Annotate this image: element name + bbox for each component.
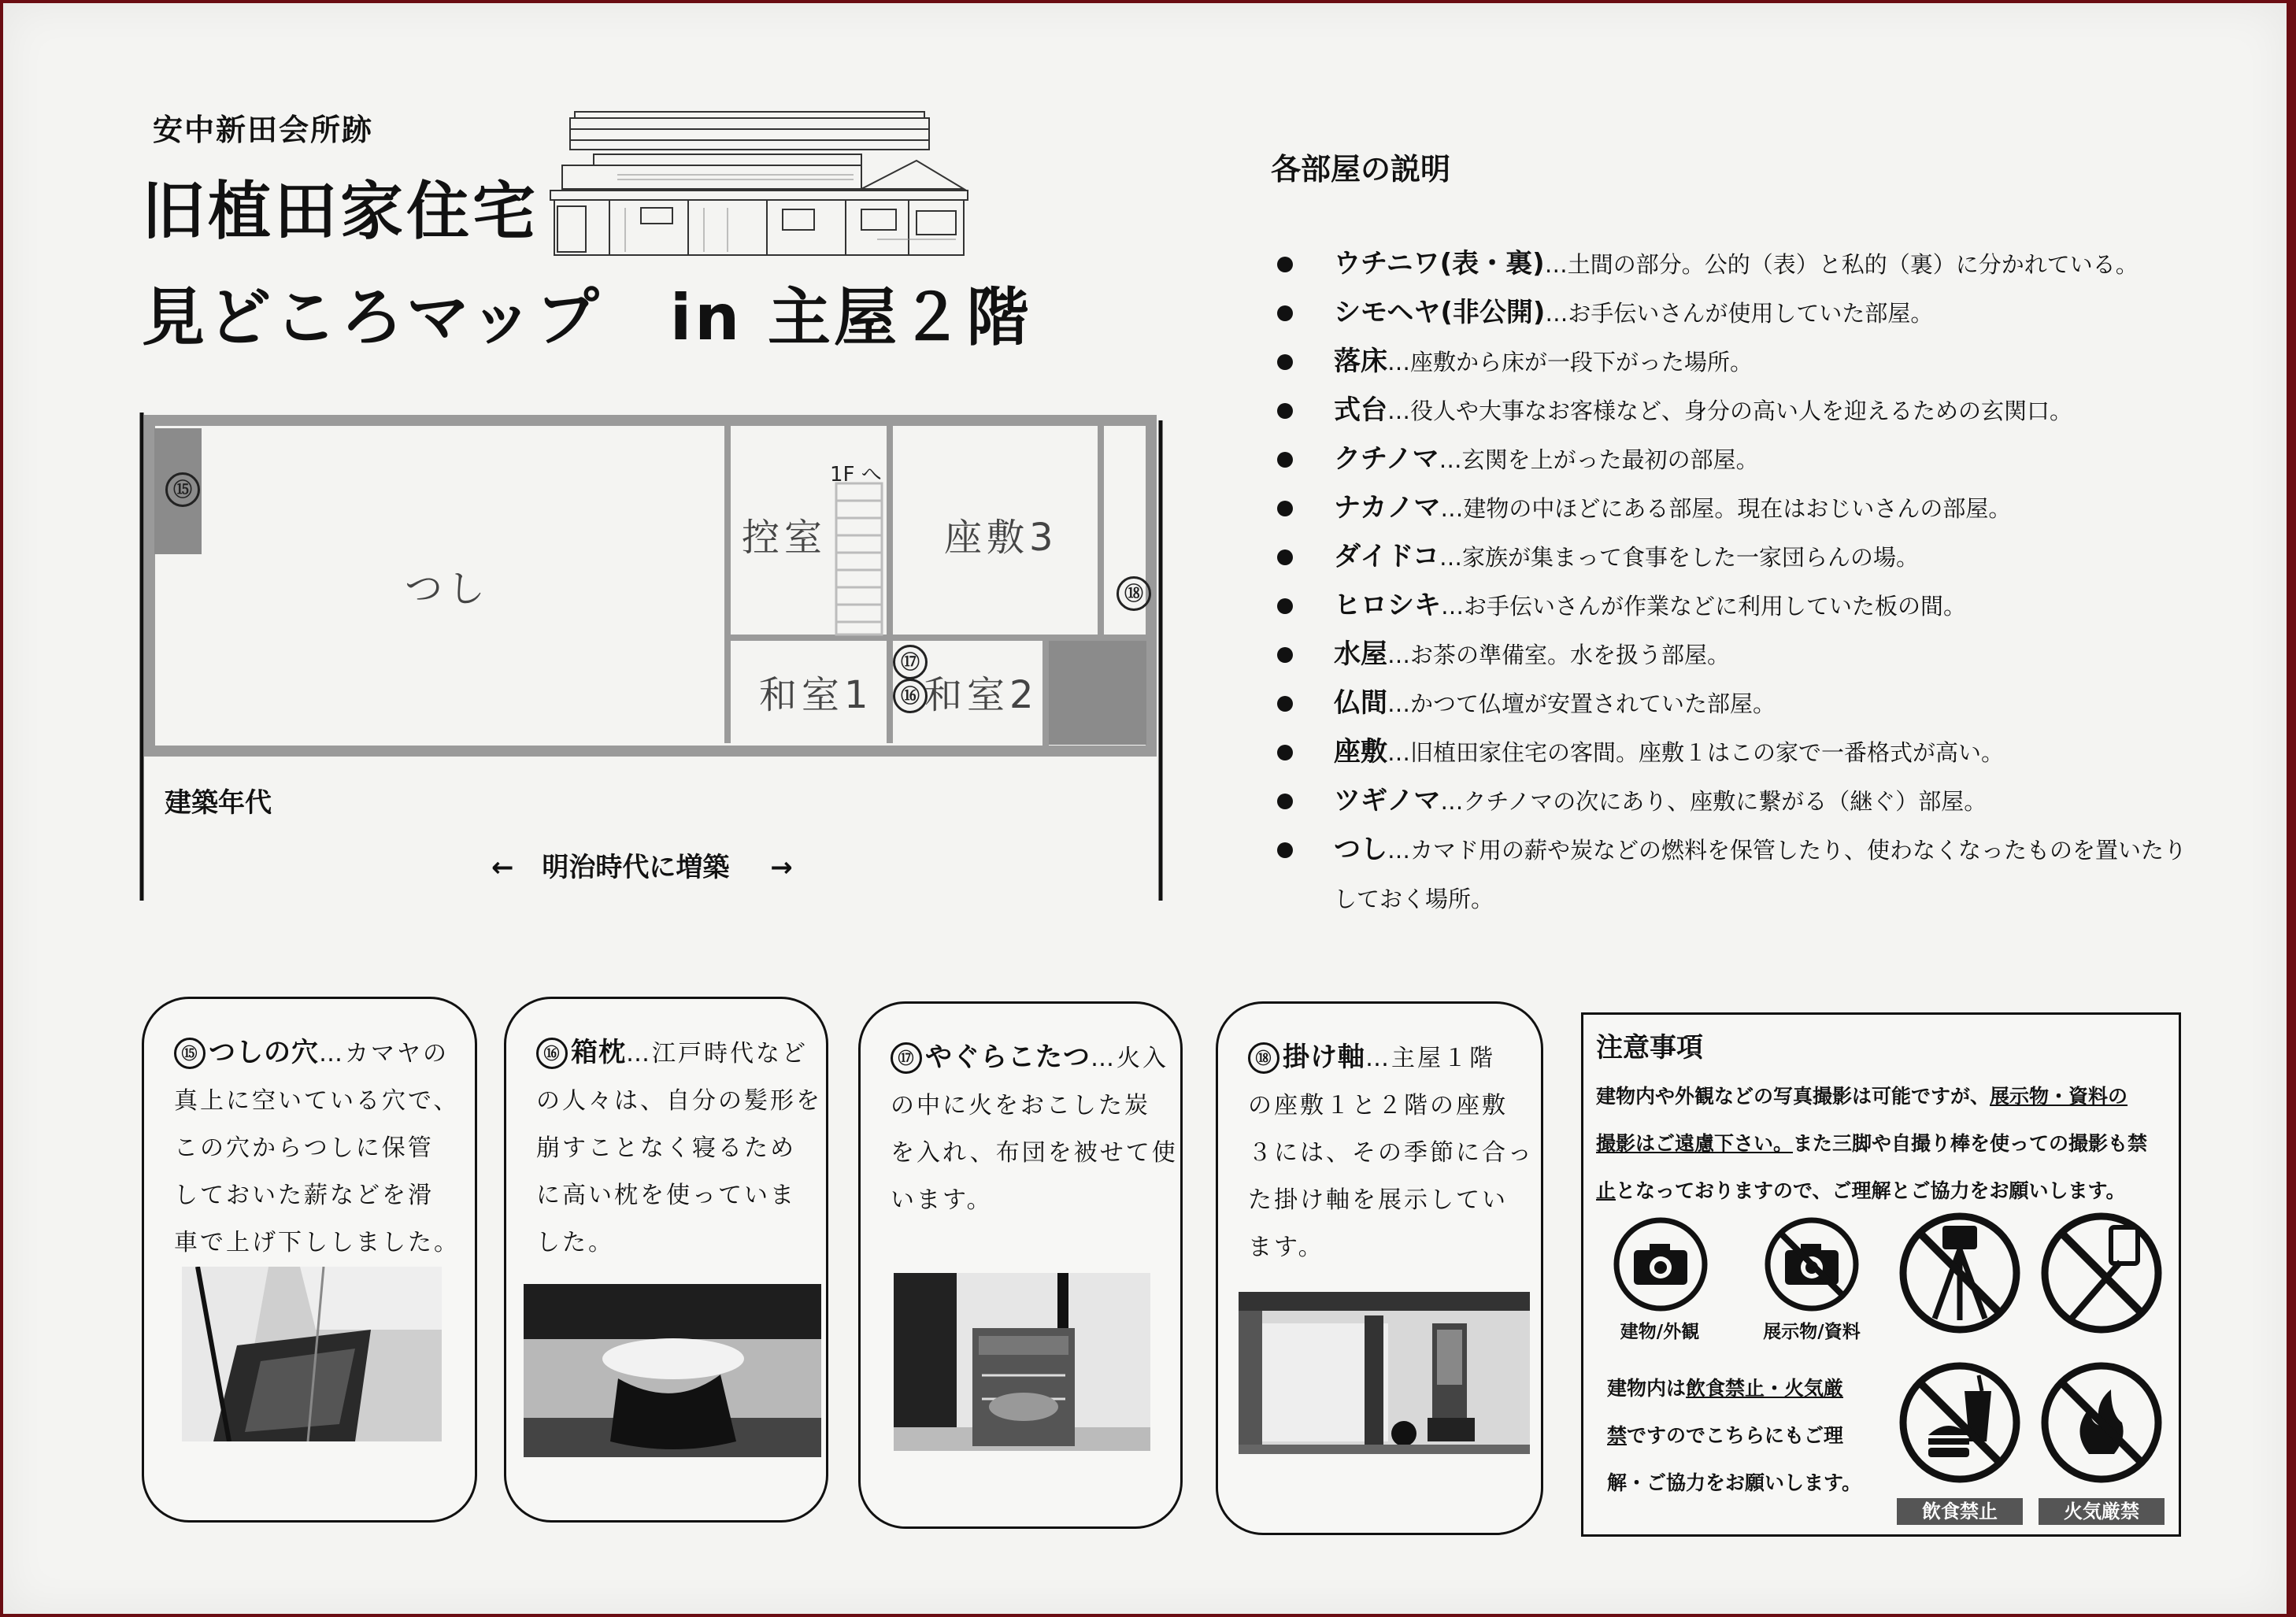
floor-plan (137, 413, 1168, 901)
card-title: ⑮ つしの穴 (174, 1037, 319, 1068)
card-tsushi-hole (142, 997, 477, 1523)
card-text: ⑮ つしの穴…カマヤの 真上に空いている穴で、 この穴からつしに保管 しておいた薪などを滑 車で上げ下ししました。 (174, 1037, 460, 1256)
list-item: ダイドコ…家族が集まって食事をした一家団らんの場。 (1271, 532, 2208, 581)
card-hakomakura (504, 997, 828, 1523)
extension-label: 明治時代に増築 (542, 852, 730, 883)
card-title: ⑱ 掛け軸 (1248, 1042, 1365, 1073)
room-descriptions-heading: 各部屋の説明 (1271, 152, 1451, 187)
marker-15: ⑮ (174, 1038, 206, 1069)
page-title-line2 (142, 267, 1032, 357)
bullet-icon (1277, 549, 1293, 565)
list-item: 水屋…お茶の準備室。水を扱う部屋。 (1271, 630, 2208, 679)
notice-box (1581, 1012, 2181, 1537)
bullet-icon (1277, 403, 1293, 419)
floor-title: in 主屋２階 (669, 281, 1033, 354)
floor-plan-drawing (137, 413, 1168, 901)
bullet-icon (1277, 842, 1293, 858)
bullet-icon (1277, 501, 1293, 516)
era-label: 建築年代 (165, 787, 272, 819)
card-yagura-kotatsu (858, 1001, 1183, 1529)
flyer-page (3, 3, 2287, 1614)
marker-15: ⑮ (165, 472, 200, 507)
house-illustration (546, 105, 972, 263)
bullet-icon (1277, 696, 1293, 712)
list-item: ヒロシキ…お手伝いさんが作業などに利用していた板の間。 (1271, 581, 2208, 630)
caption-building: 建物/外観 (1620, 1322, 1700, 1342)
bullet-icon (1277, 745, 1293, 760)
bullet-icon (1277, 257, 1293, 272)
bullet-icon (1277, 794, 1293, 809)
bullet-icon (1277, 647, 1293, 663)
bullet-icon (1277, 452, 1293, 468)
list-item: 仏間…かつて仏壇が安置されていた部屋。 (1271, 679, 2208, 727)
marker-16: ⑯ (536, 1038, 568, 1069)
hakomakura-photo (524, 1284, 821, 1457)
arrow-right-icon: → (770, 852, 793, 883)
list-item: ツギノマ…クチノマの次にあり、座敷に繋がる（継ぐ）部屋。 (1271, 776, 2208, 825)
extension-label-row (491, 846, 793, 884)
eat-fire-notice: 建物内は飲食禁止・火気厳 禁ですのでこちらにもご理 解・ご協力をお願いします。 (1607, 1377, 1862, 1494)
card-kakejiku (1216, 1001, 1543, 1535)
page-title: 旧植田家住宅 (142, 175, 539, 248)
room-hikae: 控室 (742, 516, 828, 560)
no-fire-icon (2039, 1360, 2165, 1486)
list-item: ナカノマ…建物の中ほどにある部屋。現在はおじいさんの部屋。 (1271, 483, 2208, 532)
map-title: 見どころマップ (142, 281, 602, 354)
bullet-icon (1277, 305, 1293, 321)
card-title: ⑰ やぐらこたつ (891, 1042, 1091, 1073)
marker-16: ⑯ (893, 679, 928, 713)
room-washitsu1: 和室1 (759, 673, 873, 717)
no-selfie-stick-icon (2039, 1210, 2165, 1336)
site-subtitle: 安中新田会所跡 (153, 113, 374, 147)
bullet-icon (1277, 354, 1293, 370)
notice-text: 建物内や外観などの写真撮影は可能ですが、展示物・資料の 撮影はご遠慮下さい。また三脚や自撮り棒を使っての撮影も禁 止となっておりますので、ご理解とご協力をお願いします。 (1596, 1085, 2148, 1202)
no-camera-icon (1763, 1216, 1861, 1313)
camera-icon (1612, 1216, 1709, 1313)
room-tsushi: つし (405, 567, 491, 611)
no-food-icon (1897, 1360, 2023, 1486)
arrow-left-icon: ← (491, 852, 514, 883)
stairs-label: 1F へ (830, 463, 882, 487)
card-text: ⑰ やぐらこたつ…火入 の中に火をおこした炭 を入れ、布団を被せて使 います。 (891, 1042, 1178, 1214)
list-item: クチノマ…玄関を上がった最初の部屋。 (1271, 435, 2208, 483)
tag-no-food: 飲食禁止 (1897, 1498, 2023, 1525)
room-washitsu2: 和室2 (924, 673, 1039, 717)
marker-18: ⑱ (1248, 1042, 1279, 1074)
no-tripod-icon (1897, 1210, 2023, 1336)
list-item: 式台…役人や大事なお客様など、身分の高い人を迎えるための玄関口。 (1271, 386, 2208, 435)
marker-17: ⑰ (893, 645, 928, 679)
tag-no-fire: 火気厳禁 (2039, 1498, 2165, 1525)
card-text: ⑱ 掛け軸…主屋１階 の座敷１と２階の座敷 ３には、その季節に合っ た掛け軸を展示してい ます。 (1248, 1042, 1534, 1261)
bullet-icon (1277, 598, 1293, 614)
notice-heading: 注意事項 (1596, 1032, 1703, 1064)
list-item: つし…カマド用の薪や炭などの燃料を保管したり、使わなくなったものを置いたりしておく場所。 (1271, 825, 2208, 923)
card-text: ⑯ 箱枕…江戸時代など の人々は、自分の髪形を 崩すことなく寝るため に高い枕を使っていま した。 (536, 1037, 822, 1256)
kakejiku-photo (1239, 1292, 1530, 1454)
list-item: ウチニワ(表・裏)…土間の部分。公的（表）と私的（裏）に分かれている。 (1271, 239, 2208, 288)
caption-exhibit: 展示物/資料 (1763, 1322, 1861, 1342)
list-item: 座敷…旧植田家住宅の客間。座敷１はこの家で一番格式が高い。 (1271, 727, 2208, 776)
marker-18: ⑱ (1117, 576, 1151, 611)
room-descriptions-list (1271, 239, 2208, 923)
room-zashiki3: 座敷3 (944, 516, 1058, 560)
marker-17: ⑰ (891, 1042, 922, 1074)
list-item: 落床…座敷から床が一段下がった場所。 (1271, 337, 2208, 386)
card-title: ⑯ 箱枕 (536, 1037, 626, 1068)
list-item: シモヘヤ(非公開)…お手伝いさんが使用していた部屋。 (1271, 288, 2208, 337)
tsushi-hole-photo (182, 1267, 442, 1441)
yagura-kotatsu-photo (894, 1273, 1150, 1451)
